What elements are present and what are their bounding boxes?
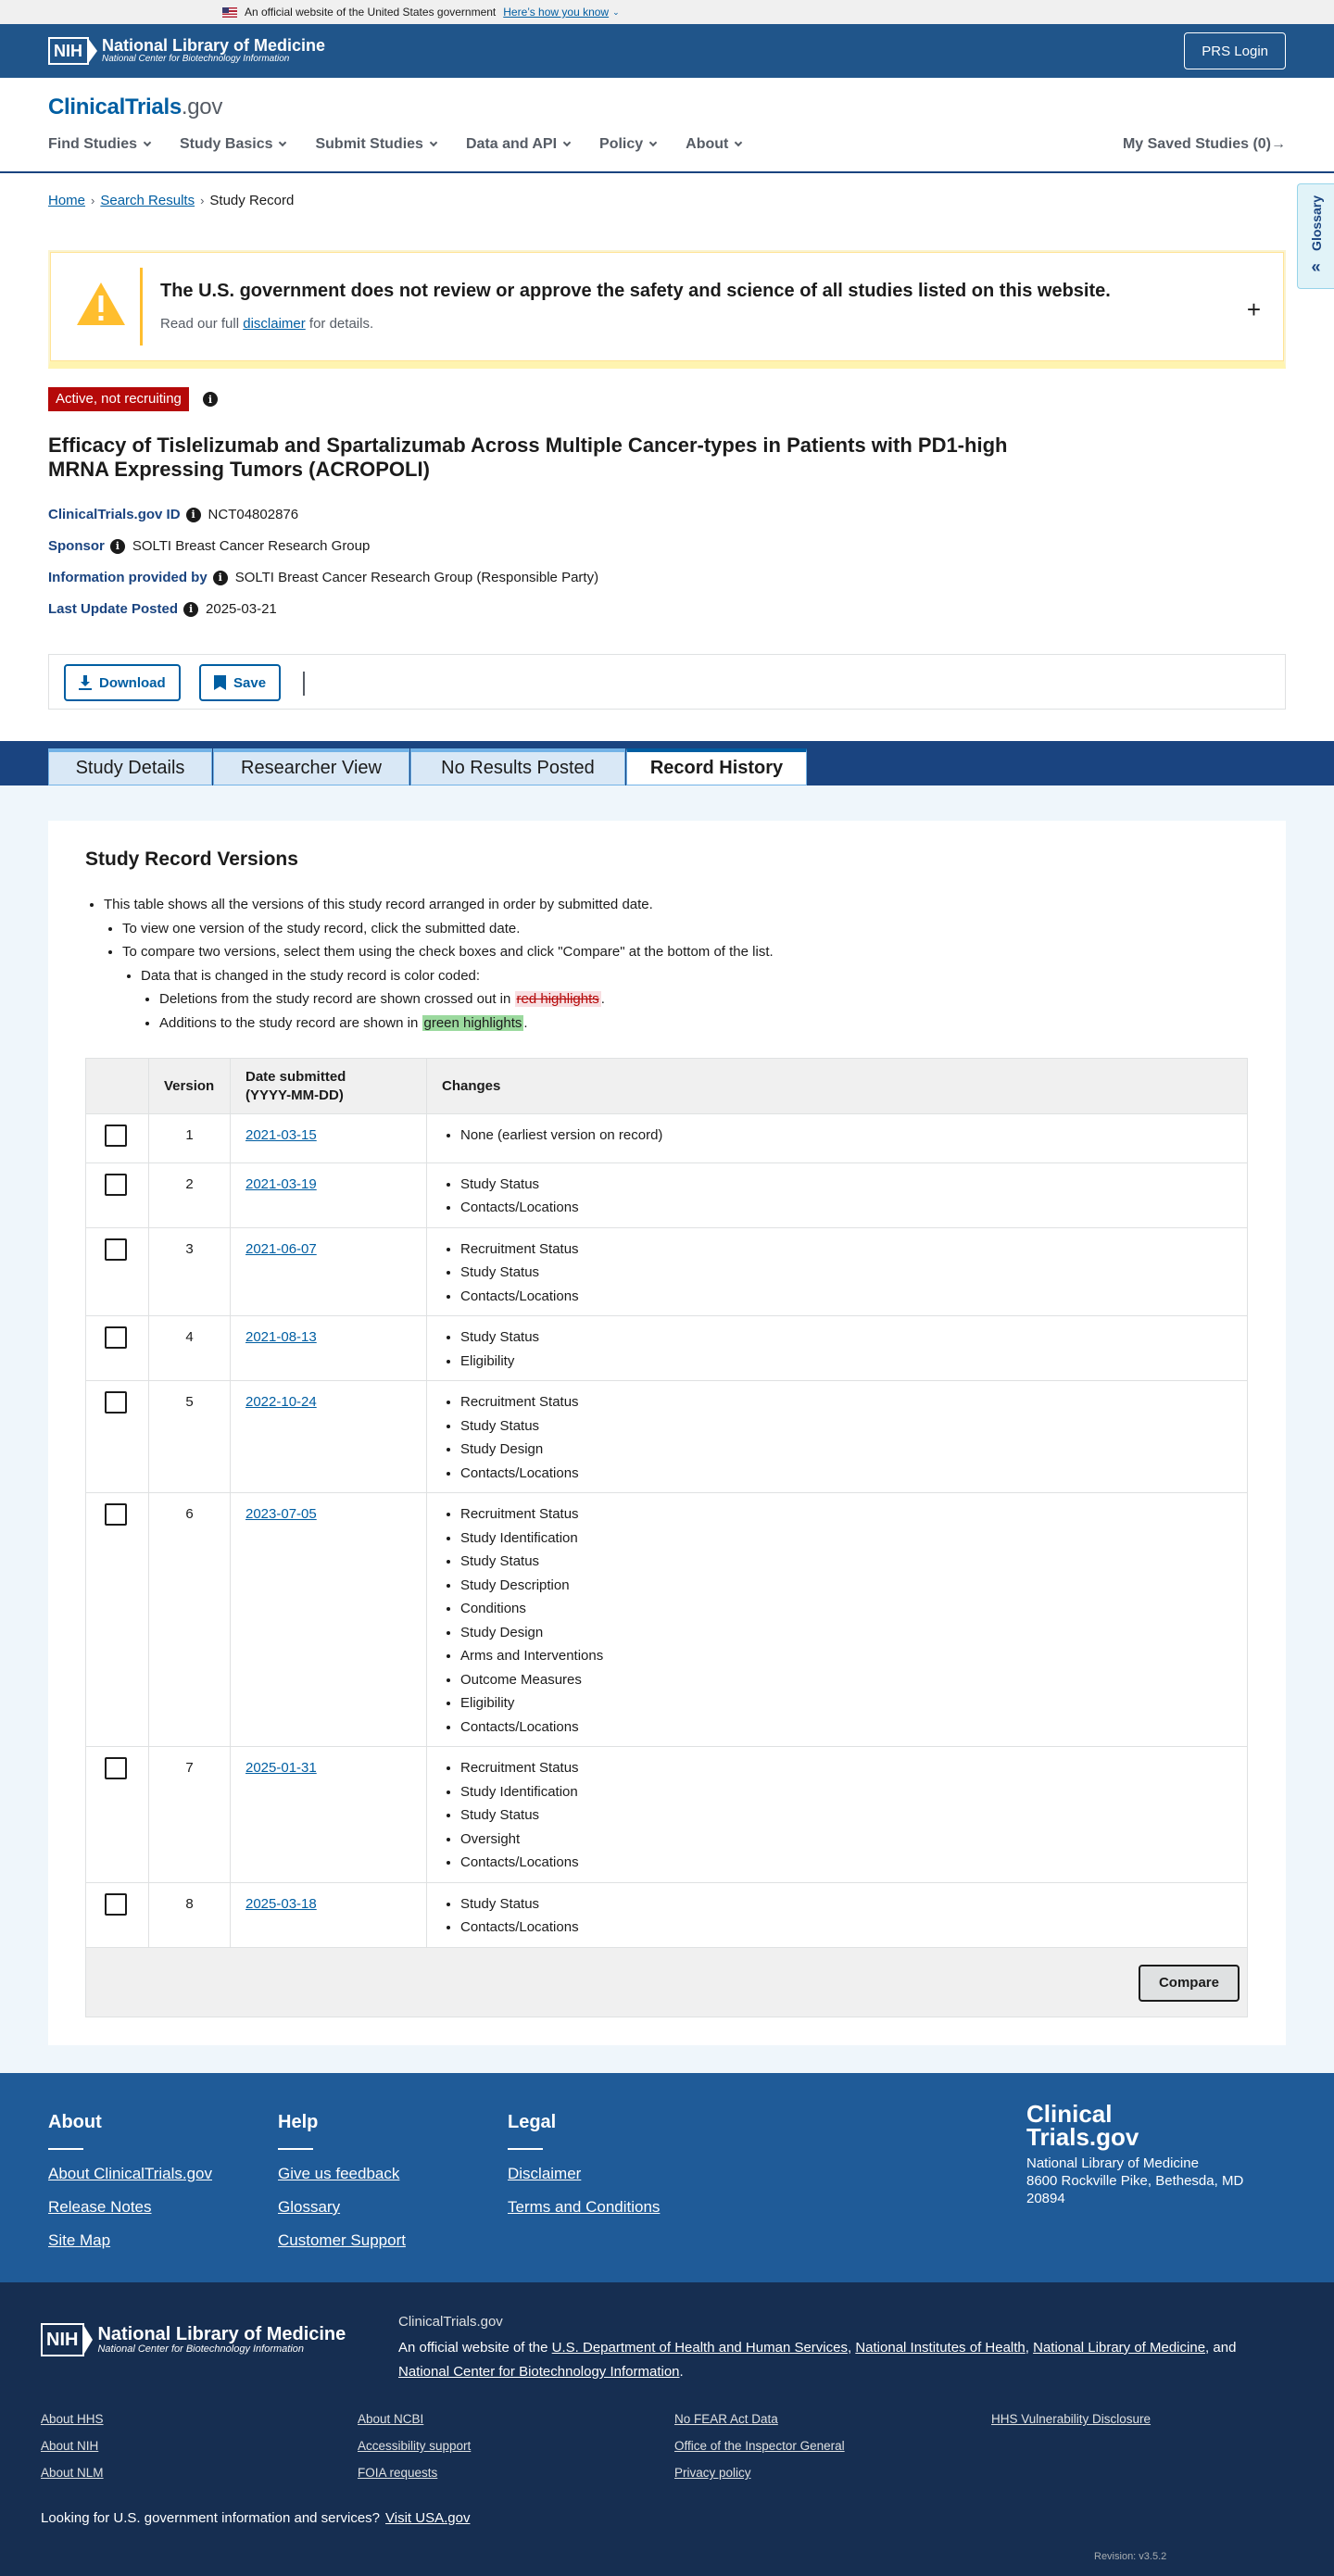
tab-study-details[interactable]: Study Details — [48, 748, 212, 785]
vulnerability-disclosure-link[interactable]: HHS Vulnerability Disclosure — [991, 2412, 1152, 2426]
change-item: • Contacts/Locations — [460, 1851, 1232, 1875]
version-date-link[interactable]: 2025-03-18 — [245, 1895, 317, 1912]
footer-about-title: About — [48, 2112, 102, 2132]
table-row — [86, 1493, 1248, 1747]
meta-label: Last Update Posted — [48, 601, 179, 617]
about-nih-link[interactable]: About NIH — [41, 2439, 99, 2453]
footer-rule — [508, 2148, 543, 2150]
change-item: • Study Identification — [460, 1527, 1232, 1551]
changes-cell — [427, 1162, 1248, 1227]
change-item: • Study Status — [460, 1173, 1232, 1197]
nav-label: Find Studies — [48, 136, 137, 152]
usa-gov-link[interactable]: Visit USA.gov — [385, 2510, 471, 2526]
info-icon[interactable]: i — [203, 392, 218, 407]
chevron-down-icon — [649, 139, 657, 146]
footer-rule — [48, 2148, 83, 2150]
explain-item — [122, 964, 774, 1036]
nih-badge: NIH — [48, 37, 89, 65]
breadcrumb-search-results[interactable]: Search Results — [100, 193, 195, 208]
footer-legal — [508, 2112, 660, 2231]
footer-glossary-link[interactable]: Glossary — [278, 2198, 341, 2216]
logo-main: ClinicalTrials — [48, 94, 182, 119]
version-checkbox[interactable] — [105, 1391, 127, 1414]
tab-no-results-posted[interactable]: No Results Posted — [410, 748, 625, 785]
change-item: • Study Design — [460, 1621, 1232, 1645]
meta-label: ClinicalTrials.gov ID — [48, 507, 181, 522]
foia-link[interactable]: FOIA requests — [358, 2466, 438, 2480]
date-cell — [231, 1162, 427, 1227]
chevrons-left-icon: « — [1311, 258, 1321, 276]
download-button[interactable] — [64, 664, 181, 701]
meta-sponsor — [48, 538, 370, 554]
table-footer — [86, 1947, 1248, 2017]
date-cell — [231, 1882, 427, 1947]
ct-header — [0, 78, 1334, 173]
date-cell — [231, 1227, 427, 1316]
privacy-link[interactable]: Privacy policy — [674, 2466, 751, 2480]
change-item: • Arms and Interventions — [460, 1644, 1232, 1668]
date-cell — [231, 1114, 427, 1163]
chevron-down-icon — [563, 139, 571, 146]
changes-cell — [427, 1227, 1248, 1316]
nav-label: About — [686, 136, 729, 152]
changes-cell — [427, 1493, 1248, 1747]
change-item: • Study Design — [460, 1438, 1232, 1462]
breadcrumb-current: Study Record — [209, 193, 295, 208]
footer-rule — [278, 2148, 313, 2150]
col-version: Version — [149, 1059, 231, 1114]
explain-item: • To view one version of the study record, click the submitted date. — [122, 917, 774, 941]
chevron-down-icon — [279, 139, 286, 146]
clinicaltrials-logo[interactable] — [48, 94, 222, 120]
version-checkbox[interactable] — [105, 1125, 127, 1147]
col-date-line2: (YYYY-MM-DD) — [245, 1087, 344, 1103]
ncbi-subtitle: National Center for Biotechnology Information — [102, 54, 290, 64]
footer-support-link[interactable]: Customer Support — [278, 2231, 406, 2249]
tab-researcher-view[interactable]: Researcher View — [213, 748, 409, 785]
version-number: 2 — [149, 1162, 231, 1227]
select-cell — [86, 1162, 149, 1227]
table-footer-row — [86, 1947, 1248, 2017]
footer-ct-logo[interactable] — [1026, 2100, 1267, 2207]
change-item: • Contacts/Locations — [460, 1916, 1232, 1940]
compare-button[interactable]: Compare — [1139, 1965, 1240, 2002]
explain-item — [104, 893, 774, 1035]
tabs-bar — [0, 741, 1334, 785]
explain-item: • Deletions from the study record are shown crossed out in red highlights . — [159, 987, 774, 1012]
nih-header — [0, 24, 1334, 78]
meta-value: 2025-03-21 — [206, 601, 277, 617]
alert-pre: Read our full — [160, 316, 240, 332]
info-icon[interactable]: i — [110, 539, 125, 554]
meta-provided-by — [48, 570, 598, 585]
nav-label: Data and API — [465, 136, 558, 152]
meta-value: SOLTI Breast Cancer Research Group (Responsible Party) — [234, 570, 599, 585]
version-number: 8 — [149, 1882, 231, 1947]
inspector-general-link[interactable]: Office of the Inspector General — [674, 2439, 845, 2453]
main-nav — [48, 136, 771, 153]
nav-find-studies[interactable] — [48, 136, 150, 153]
chevron-down-icon: ⌄ — [612, 6, 620, 17]
version-date-link[interactable]: 2025-01-31 — [245, 1760, 317, 1776]
action-bar — [48, 654, 1286, 710]
info-icon[interactable]: i — [183, 602, 198, 617]
us-flag-icon — [222, 7, 237, 18]
version-checkbox[interactable] — [105, 1174, 127, 1196]
chevron-right-icon: › — [200, 194, 205, 207]
accessibility-link[interactable]: Accessibility support — [358, 2439, 472, 2453]
footer-terms-link[interactable]: Terms and Conditions — [508, 2198, 661, 2216]
glossary-tab[interactable] — [1297, 183, 1334, 289]
version-number: 1 — [149, 1114, 231, 1163]
record-history-card — [48, 821, 1286, 2045]
nav-study-basics[interactable] — [180, 136, 285, 153]
change-item: • Recruitment Status — [460, 1238, 1232, 1262]
nav-about[interactable] — [686, 136, 741, 153]
meta-last-update — [48, 601, 277, 617]
heres-how-you-know-link[interactable]: Here’s how you know — [503, 6, 610, 19]
meta-nct-id — [48, 507, 298, 522]
col-select — [86, 1059, 149, 1114]
action-divider — [303, 672, 305, 696]
changes-cell — [427, 1114, 1248, 1163]
version-checkbox[interactable] — [105, 1757, 127, 1779]
footer-address: 8600 Rockville Pike, Bethesda, MD 20894 — [1026, 2173, 1244, 2206]
explain-text: Deletions from the study record are shown crossed out in — [159, 991, 511, 1007]
about-nlm-link[interactable]: About NLM — [41, 2466, 104, 2480]
footer-site-name: ClinicalTrials.gov — [398, 2314, 503, 2330]
nlm-link[interactable]: National Library of Medicine — [1033, 2340, 1206, 2356]
alert-divider — [140, 268, 143, 346]
change-item: • Conditions — [460, 1597, 1232, 1621]
info-icon[interactable]: i — [186, 508, 201, 522]
nlm-logo[interactable] — [48, 37, 325, 65]
nav-data-and-api[interactable] — [466, 136, 570, 153]
footer-official-text: An official website of the U.S. Department of Health and Human Services, National Institutes of Health, National Library of Medicine, and National Center for Biotechnology Information. — [398, 2340, 1237, 2380]
nih-badge: NIH — [41, 2323, 84, 2356]
explain-item — [141, 964, 774, 1036]
table-header-row — [86, 1059, 1248, 1114]
footer-site-map-link[interactable]: Site Map — [48, 2231, 111, 2249]
change-item: • Contacts/Locations — [460, 1196, 1232, 1220]
alert-subtext — [160, 316, 373, 332]
table-row — [86, 1227, 1248, 1316]
green-highlight-sample: green highlights — [423, 1014, 522, 1031]
section-heading: Study Record Versions — [85, 848, 298, 870]
footer-nlm-title: National Library of Medicine — [97, 2324, 346, 2344]
version-date-link[interactable]: 2021-06-07 — [245, 1240, 317, 1257]
select-cell — [86, 1493, 149, 1747]
version-checkbox[interactable] — [105, 1503, 127, 1526]
expand-plus-icon[interactable]: + — [1246, 295, 1261, 323]
chevron-right-icon: › — [91, 194, 95, 207]
revision-label: Revision: v3.5.2 — [1094, 2551, 1167, 2562]
history-explanation — [85, 893, 774, 1035]
footer-release-notes-link[interactable]: Release Notes — [48, 2198, 152, 2216]
chevron-down-icon — [735, 139, 742, 146]
change-item: • Study Status — [460, 1414, 1232, 1439]
alert-title: The U.S. government does not review or approve the safety and science of all studies listed on this website. — [160, 281, 1111, 301]
status-badge: Active, not recruiting — [48, 387, 189, 411]
official-pre: An official website of the — [398, 2340, 548, 2356]
identifier-footer — [0, 2282, 1334, 2576]
about-ncbi-link[interactable]: About NCBI — [358, 2412, 424, 2426]
footer-disclaimer-link[interactable]: Disclaimer — [508, 2165, 582, 2182]
glossary-label: Glossary — [1308, 195, 1324, 251]
version-checkbox[interactable] — [105, 1893, 127, 1916]
change-item: • Recruitment Status — [460, 1756, 1232, 1780]
select-cell — [86, 1114, 149, 1163]
changes-cell — [427, 1882, 1248, 1947]
nav-label: Study Basics — [180, 136, 273, 152]
footer-help — [278, 2112, 406, 2265]
change-item: • Oversight — [460, 1828, 1232, 1852]
change-item: • Eligibility — [460, 1350, 1232, 1374]
change-item: • Study Status — [460, 1892, 1232, 1916]
date-cell — [231, 1381, 427, 1493]
versions-table-body — [86, 1114, 1248, 1948]
chevron-down-icon — [144, 139, 151, 146]
change-item: • Study Identification — [460, 1780, 1232, 1804]
chevron-down-icon — [430, 139, 437, 146]
change-item: • Study Status — [460, 1326, 1232, 1350]
study-title: Efficacy of Tislelizumab and Spartalizumab Across Multiple Cancer-types in Patients with PD1-high MRNA Expressing Tumors (ACROPOLI) — [48, 434, 1008, 481]
warning-icon — [75, 281, 127, 327]
change-item: • Study Description — [460, 1574, 1232, 1598]
red-highlight-sample: red highlights — [516, 991, 599, 1007]
info-icon[interactable]: i — [213, 571, 228, 585]
nav-policy[interactable] — [599, 136, 656, 153]
select-cell — [86, 1227, 149, 1316]
select-cell — [86, 1316, 149, 1381]
ncbi-link[interactable]: National Center for Biotechnology Information — [398, 2364, 680, 2380]
footer-legal-title: Legal — [508, 2112, 557, 2132]
meta-value: NCT04802876 — [208, 507, 299, 522]
my-saved-studies-link[interactable]: My Saved Studies (0)→ — [1122, 136, 1286, 152]
change-item: • Eligibility — [460, 1691, 1232, 1715]
alert-post: for details. — [308, 316, 374, 332]
hhs-link[interactable]: U.S. Department of Health and Human Services — [551, 2340, 848, 2356]
change-item: • Recruitment Status — [460, 1390, 1232, 1414]
footer-about-link[interactable]: About ClinicalTrials.gov — [48, 2165, 212, 2182]
footer-nlm-logo[interactable] — [41, 2323, 346, 2356]
nav-submit-studies[interactable] — [315, 136, 435, 153]
version-checkbox[interactable] — [105, 1238, 127, 1261]
version-number: 5 — [149, 1381, 231, 1493]
tab-record-history[interactable]: Record History — [626, 748, 807, 785]
disclaimer-link[interactable]: disclaimer — [243, 316, 306, 332]
footer-logo-line2: Trials.gov — [1026, 2123, 1139, 2151]
gov-banner-text: An official website of the United States government — [245, 6, 497, 19]
table-row — [86, 1882, 1248, 1947]
usa-pre: Looking for U.S. government information and services? — [41, 2510, 381, 2526]
col-date-line1: Date submitted — [245, 1068, 346, 1085]
version-number: 7 — [149, 1747, 231, 1883]
breadcrumb — [48, 193, 294, 208]
usa-gov-line — [41, 2510, 470, 2526]
footer-feedback-link[interactable]: Give us feedback — [278, 2165, 400, 2182]
footer-org: National Library of Medicine — [1026, 2155, 1199, 2171]
logo-suffix: .gov — [181, 94, 223, 119]
nav-label: Submit Studies — [315, 136, 423, 152]
meta-label: Information provided by — [48, 570, 208, 585]
breadcrumb-home[interactable]: Home — [48, 193, 86, 208]
prs-login-button[interactable]: PRS Login — [1184, 32, 1286, 69]
change-item: • Contacts/Locations — [460, 1285, 1232, 1309]
change-item: • None (earliest version on record) — [460, 1124, 1232, 1148]
change-item: • Study Status — [460, 1550, 1232, 1574]
select-cell — [86, 1747, 149, 1883]
save-button[interactable] — [199, 664, 281, 701]
change-item: • Study Status — [460, 1261, 1232, 1285]
meta-label: Sponsor — [48, 538, 105, 554]
disclaimer-alert — [48, 250, 1286, 369]
footer-ncbi-subtitle: National Center for Biotechnology Information — [97, 2344, 305, 2355]
explain-text: This table shows all the versions of this study record arranged in order by submitted date. — [104, 897, 653, 912]
select-cell — [86, 1882, 149, 1947]
version-number: 4 — [149, 1316, 231, 1381]
change-item: • Study Status — [460, 1803, 1232, 1828]
footer-about — [48, 2112, 212, 2265]
change-item: • Contacts/Locations — [460, 1462, 1232, 1486]
changes-cell — [427, 1747, 1248, 1883]
site-footer — [0, 2073, 1334, 2282]
version-date-link[interactable]: 2022-10-24 — [245, 1394, 317, 1410]
meta-value: SOLTI Breast Cancer Research Group — [132, 538, 371, 554]
change-item: • Contacts/Locations — [460, 1715, 1232, 1740]
col-date — [231, 1059, 427, 1114]
footer-help-title: Help — [278, 2112, 319, 2132]
version-date-link[interactable]: 2021-03-19 — [245, 1175, 317, 1192]
version-number: 3 — [149, 1227, 231, 1316]
table-row — [86, 1114, 1248, 1163]
change-item: • Recruitment Status — [460, 1502, 1232, 1527]
changes-cell — [427, 1316, 1248, 1381]
date-cell — [231, 1747, 427, 1883]
explain-text: Data that is changed in the study record is color coded: — [141, 967, 481, 984]
gov-banner — [0, 0, 1334, 24]
version-date-link[interactable]: 2021-03-15 — [245, 1127, 317, 1143]
bookmark-icon — [214, 675, 226, 690]
date-cell — [231, 1493, 427, 1747]
table-row — [86, 1316, 1248, 1381]
version-date-link[interactable]: 2023-07-05 — [245, 1506, 317, 1522]
changes-cell — [427, 1381, 1248, 1493]
save-label: Save — [233, 674, 267, 691]
change-item: • Outcome Measures — [460, 1668, 1232, 1692]
no-fear-link[interactable]: No FEAR Act Data — [674, 2412, 778, 2426]
table-row — [86, 1381, 1248, 1493]
download-icon — [79, 675, 92, 690]
select-cell — [86, 1381, 149, 1493]
explain-item: • Additions to the study record are shown in green highlights . — [159, 1012, 774, 1036]
nlm-title: National Library of Medicine — [102, 36, 326, 55]
download-label: Download — [99, 674, 166, 691]
versions-table — [85, 1058, 1248, 2017]
version-number: 6 — [149, 1493, 231, 1747]
official-and: and — [1213, 2340, 1237, 2356]
explain-item: • To compare two versions, select them using the check boxes and click "Compare" at the bottom of the list. — [122, 940, 774, 964]
version-date-link[interactable]: 2021-08-13 — [245, 1329, 317, 1345]
table-row — [86, 1162, 1248, 1227]
nih-link[interactable]: National Institutes of Health — [855, 2340, 1026, 2356]
about-hhs-link[interactable]: About HHS — [41, 2412, 104, 2426]
explain-text: Additions to the study record are shown in — [159, 1014, 419, 1031]
footer-logo-line1: Clinical — [1026, 2100, 1113, 2128]
col-changes: Changes — [427, 1059, 1248, 1114]
table-row — [86, 1747, 1248, 1883]
date-cell — [231, 1316, 427, 1381]
nav-label: Policy — [599, 136, 644, 152]
version-checkbox[interactable] — [105, 1326, 127, 1349]
